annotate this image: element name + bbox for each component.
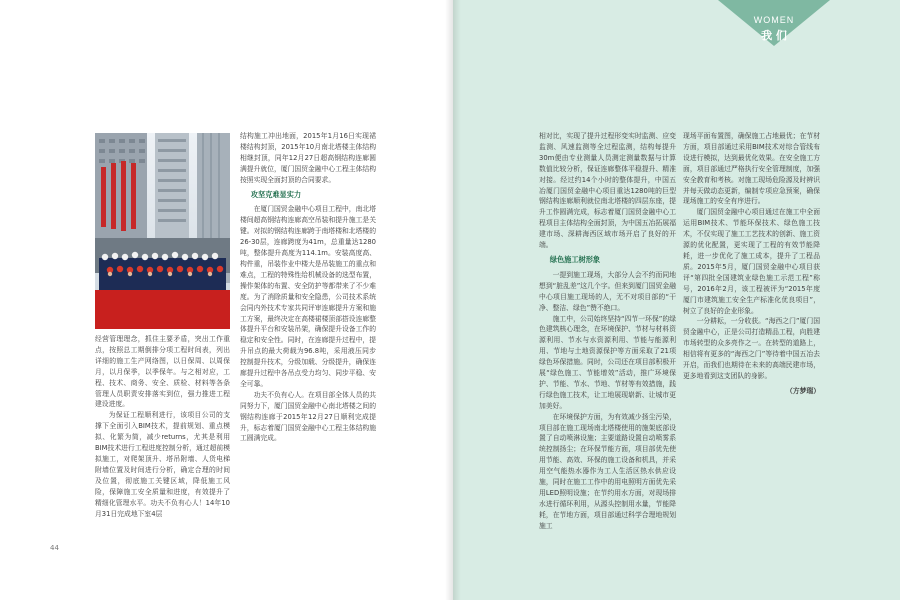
paragraph: 厦门国贸金融中心项目通过在施工中全面运用BIM技术、节能环保技术、绿色施工技术，不仅实现了施工工艺技术的创新、施工资源的优化配置，更实现了工程的有效节能降耗，进一步优化了施工成本，提升了工程品质。2015年5月，厦门国贸金融中心项目获评“第四批全国建筑业绿色施工示范工程”称号，2016年2月，该工程被评为“2015年度厦门市建筑施工安全生产标准化优良项目”，树立了良好的企业形象。 (683, 208, 820, 315)
paragraph: 在环境保护方面，为有效减少扬尘污染，项目部在施工现场南北塔楼使用的施架底部设置了自动喷淋设施；主要道路设置自动喷雾系统控制扬尘；在环保节能方面，项目部优先使用节能、高效、环保的施工设备和机具，并采用空气能热水器作为工人生活区热水供应设施，同时在施工工作中的用电照明方面优先采用LED照明设施；在节约用水方面，对现场排水进行循环利用，从源头控制用水量，节能降耗，在节地方面，项目部通过科学合理地规划施工 (539, 412, 676, 530)
team-photo-icon (95, 133, 230, 329)
section-label-en: WOMEN (753, 15, 795, 25)
text-column-4 (683, 131, 820, 531)
text-column-2 (240, 131, 376, 531)
paragraph: 结构施工冲出地面，2015年1月16日实现裙楼结构封顶，2015年10月南北塔楼主体结构相继封顶，同年12月27日超高钢结构连廊圆满提升就位，厦门国贸金融中心工程主体结构按照实现全面封顶的合同要求。 (240, 132, 376, 184)
paragraph: 经营管理理念，抓住主要矛盾，突出工作重点，按照总工期倒排分项工程时间表，列出详细的施工生产网络图，以日保周、以周保月，以月保季，以季保年。与之相对应，工程、技术、商务、安全、质检、材料等各条管理人员职责安排落实到位，强力推进工程建设进度。 (95, 335, 230, 409)
text-column-3 (539, 131, 676, 531)
paragraph: 一分耕耘，一分收获。“海西之门”厦门国贸金融中心，正是公司打造精品工程，向胜建市场转型的众多亮作之一。在转型的道路上，相信将有更多的“海西之门”等待着中国五冶去开启，而我们也期待在未来的高端民建市场，更多地看到这支团队的身影。 (683, 317, 820, 380)
paragraph: 相对比，实现了提升过程形变实时监测、应变监测、风速监测等全过程监测，结构每提升30m便由专业测量人员测定测量数据与计算数值比较分析，保证连廊整体平稳提升、精准对接。经过约14个小时的整体提升，中国五冶厦门国贸金融中心项目重达1280吨的巨型钢结构连廊顺利就位南北塔楼的四层东座，提升工作圆满完成，标志着厦门国贸金融中心工程项目主体结构全面封顶，为中国五冶拓展福建市场、深耕海西区域市场开启了良好的开端。 (539, 132, 676, 250)
section-label-cn: 我 们 (761, 29, 787, 42)
section-heading: 绿色施工树形象 (549, 254, 601, 264)
paragraph: 为保证工程顺利进行，该项目公司的支撑下全面引入BIM技术，提前规划、重点模拟、化繁为简，减少returns，尤其是利用BIM技术进行工程进度控制分析，通过超前模拟施工，对爬架顶升、塔吊附墙、人货电梯附墙位置及时间进行分析，确定合理的时间及位置，彻底施工关键区域，降低施工风险，保障施工安全质量和进度，有效提升了精细化管理水平。功夫不负有心人！14年10月31日完成地下室4层 (95, 411, 230, 518)
paragraph: 在厦门国贸金融中心项目工程中，南北塔楼间超高钢结构连廊高空吊装和提升施工是关键。对拟的钢结构连廊跨于南塔楼和北塔楼的26-30层，连廊跨度为41m，总重量达1280吨，整体提升高度为114.1m。安装高度高、构件重，吊装作业中楼大是吊装施工的重点和难点，工程的特殊性给机械设备的选型布置，操作架体的布置、安全防护等都带来了不少难度。为了消除质量和安全隐患，公司技术系统会同内外技术专家共同评审连廊提升方案和施工方案，最终决定在高楼裙楼顶部搭设连廊整体提升平台和安装吊架，确保提升设备工作的稳定和安全性。同时，在连廊提升过程中，提升吊点的最大荷载为96.8吨，采用液压同步控制提升技术，分级加载、分级提升，确保连廊提升过程中各吊点受力均匀、同步平稳、安全可靠。 (240, 205, 376, 388)
paragraph: 一提到施工现场，大部分人会不约而同地想到“脏乱差”这几个字。但来到厦门国贸金融中心项目施工现场的人，无不对项目部的“干净、整洁、绿色”赞不绝口。 (539, 270, 676, 312)
page-gutter (445, 0, 461, 600)
right-page (453, 0, 900, 600)
author-signature: （方梦瑞） (786, 386, 820, 395)
paragraph: 功夫不负有心人。在项目部全体人员的共同努力下，厦门国贸金融中心南北塔楼之间的钢结构连廊于2015年12月27日顺利完成提升，标志着厦门国贸金融中心工程主体结构施工圆满完成。 (240, 390, 376, 443)
page-number: 44 (50, 544, 59, 552)
paragraph: 施工中，公司始终坚持“四节一环保”的绿色建筑核心理念，在环境保护、节材与材料资源利用、节水与水资源利用、节能与能源利用、节地与土地资源保护等方面采取了21项绿色环保措施。同时，公司还在项目部积极开展“绿色施工、节能增效”活动，推广环境保护、节能、节水、节地、节材等有效措施，践行绿色施工技术，让工地展现崭新、让城市更加美好。 (539, 314, 676, 410)
paragraph: 现场平面布置图，确保施工占地最优；在节材方面，项目部通过采用BIM技术对综合管线布设进行模拟，达到最优化效果。在安全施工方面，项目部通过严格执行安全管理制度，加强安全教育和考核。对施工现场危险源及时辨识并每天做动态更新，编制专项应急预案，确保现场施工的安全有序进行。 (683, 132, 820, 206)
text-column-1 (95, 334, 230, 519)
section-heading: 攻坚克难显实力 (250, 189, 302, 199)
